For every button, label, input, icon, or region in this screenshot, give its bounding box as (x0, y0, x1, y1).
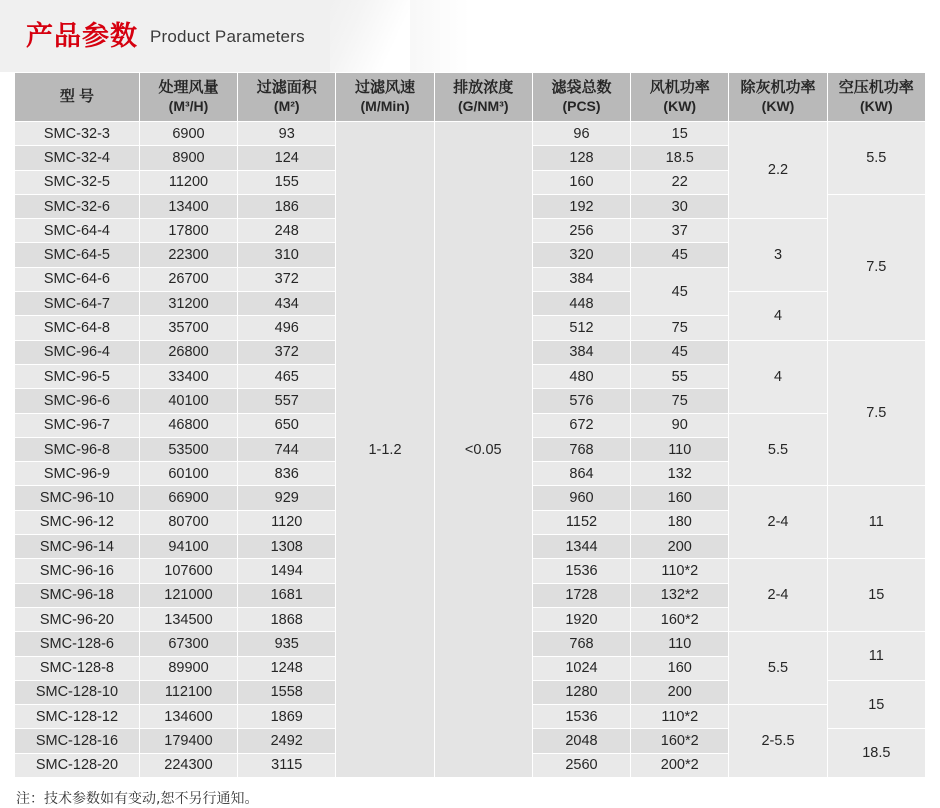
cell-model: SMC-32-4 (15, 146, 140, 170)
cell-ash-power: 4 (729, 292, 827, 341)
cell-filter-area: 650 (238, 413, 336, 437)
cell-filter-area: 935 (238, 632, 336, 656)
cell-compressor-power: 7.5 (827, 340, 925, 486)
cell-bag-count: 448 (532, 292, 630, 316)
cell-airflow: 6900 (139, 122, 237, 146)
col-header-fan-power: 风机功率 (KW) (631, 73, 729, 122)
cell-fan-power: 45 (631, 243, 729, 267)
cell-fan-power: 30 (631, 194, 729, 218)
cell-filter-area: 93 (238, 122, 336, 146)
cell-filter-area: 557 (238, 389, 336, 413)
cell-model: SMC-64-7 (15, 292, 140, 316)
cell-filter-area: 496 (238, 316, 336, 340)
cell-model: SMC-96-10 (15, 486, 140, 510)
footer-note: 注：技术参数如有变动,恕不另行通知。 (16, 791, 259, 808)
cell-model: SMC-128-20 (15, 753, 140, 777)
col-header-bag-count: 滤袋总数 (PCS) (532, 73, 630, 122)
cell-fan-power: 45 (631, 340, 729, 364)
cell-bag-count: 1536 (532, 559, 630, 583)
cell-fan-power: 160*2 (631, 729, 729, 753)
cell-airflow: 22300 (139, 243, 237, 267)
cell-ash-power: 4 (729, 340, 827, 413)
cell-filter-area: 465 (238, 364, 336, 388)
cell-filter-area: 186 (238, 194, 336, 218)
cell-ash-power: 5.5 (729, 413, 827, 486)
cell-bag-count: 1152 (532, 510, 630, 534)
cell-fan-power: 37 (631, 219, 729, 243)
cell-filter-area: 3115 (238, 753, 336, 777)
cell-filter-speed: 1-1.2 (336, 122, 434, 778)
cell-compressor-power: 18.5 (827, 729, 925, 778)
col-header-filter-area: 过滤面积 (M²) (238, 73, 336, 122)
cell-filter-area: 1681 (238, 583, 336, 607)
cell-filter-area: 744 (238, 437, 336, 461)
cell-fan-power: 22 (631, 170, 729, 194)
cell-filter-area: 836 (238, 462, 336, 486)
table-header-row (15, 73, 926, 122)
cell-ash-power: 5.5 (729, 632, 827, 705)
cell-filter-area: 155 (238, 170, 336, 194)
cell-compressor-power: 15 (827, 680, 925, 729)
cell-airflow: 26800 (139, 340, 237, 364)
col-header-compressor-power: 空压机功率 (KW) (827, 73, 925, 122)
cell-bag-count: 768 (532, 437, 630, 461)
cell-fan-power: 75 (631, 316, 729, 340)
cell-airflow: 17800 (139, 219, 237, 243)
cell-airflow: 112100 (139, 680, 237, 704)
cell-filter-area: 310 (238, 243, 336, 267)
cell-bag-count: 384 (532, 267, 630, 291)
cell-compressor-power: 11 (827, 632, 925, 681)
cell-filter-area: 248 (238, 219, 336, 243)
cell-ash-power: 2-4 (729, 486, 827, 559)
cell-filter-area: 1494 (238, 559, 336, 583)
cell-model: SMC-128-6 (15, 632, 140, 656)
cell-bag-count: 1728 (532, 583, 630, 607)
cell-bag-count: 192 (532, 194, 630, 218)
cell-model: SMC-128-10 (15, 680, 140, 704)
cell-airflow: 13400 (139, 194, 237, 218)
cell-airflow: 179400 (139, 729, 237, 753)
cell-ash-power: 2-5.5 (729, 705, 827, 778)
cell-filter-area: 372 (238, 267, 336, 291)
cell-airflow: 46800 (139, 413, 237, 437)
col-header-model: 型 号 (15, 73, 140, 122)
cell-filter-area: 372 (238, 340, 336, 364)
cell-airflow: 121000 (139, 583, 237, 607)
cell-ash-power: 2.2 (729, 122, 827, 219)
cell-bag-count: 256 (532, 219, 630, 243)
cell-compressor-power: 7.5 (827, 194, 925, 340)
cell-bag-count: 480 (532, 364, 630, 388)
cell-airflow: 94100 (139, 535, 237, 559)
cell-filter-area: 1248 (238, 656, 336, 680)
cell-model: SMC-96-6 (15, 389, 140, 413)
cell-airflow: 8900 (139, 146, 237, 170)
cell-airflow: 224300 (139, 753, 237, 777)
cell-fan-power: 180 (631, 510, 729, 534)
cell-airflow: 31200 (139, 292, 237, 316)
cell-fan-power: 200 (631, 535, 729, 559)
cell-ash-power: 2-4 (729, 559, 827, 632)
cell-compressor-power: 11 (827, 486, 925, 559)
cell-fan-power: 200*2 (631, 753, 729, 777)
cell-airflow: 89900 (139, 656, 237, 680)
spec-table-wrap (0, 72, 940, 778)
header-banner (0, 0, 940, 72)
cell-model: SMC-64-5 (15, 243, 140, 267)
spec-table (14, 72, 926, 778)
cell-model: SMC-128-8 (15, 656, 140, 680)
cell-bag-count: 2560 (532, 753, 630, 777)
cell-model: SMC-128-16 (15, 729, 140, 753)
cell-model: SMC-96-9 (15, 462, 140, 486)
cell-airflow: 11200 (139, 170, 237, 194)
cell-filter-area: 2492 (238, 729, 336, 753)
cell-fan-power: 18.5 (631, 146, 729, 170)
cell-model: SMC-32-3 (15, 122, 140, 146)
cell-bag-count: 1024 (532, 656, 630, 680)
cell-ash-power: 3 (729, 219, 827, 292)
cell-fan-power: 75 (631, 389, 729, 413)
cell-fan-power: 45 (631, 267, 729, 316)
cell-fan-power: 15 (631, 122, 729, 146)
cell-bag-count: 768 (532, 632, 630, 656)
cell-bag-count: 160 (532, 170, 630, 194)
cell-filter-area: 434 (238, 292, 336, 316)
cell-bag-count: 672 (532, 413, 630, 437)
cell-fan-power: 160 (631, 656, 729, 680)
cell-bag-count: 128 (532, 146, 630, 170)
cell-filter-area: 1869 (238, 705, 336, 729)
cell-model: SMC-96-18 (15, 583, 140, 607)
col-header-ash-power: 除灰机功率 (KW) (729, 73, 827, 122)
cell-fan-power: 132*2 (631, 583, 729, 607)
col-header-airflow: 处理风量 (M³/H) (139, 73, 237, 122)
cell-model: SMC-96-20 (15, 607, 140, 631)
cell-emission: <0.05 (434, 122, 532, 778)
cell-model: SMC-96-14 (15, 535, 140, 559)
cell-model: SMC-64-6 (15, 267, 140, 291)
cell-fan-power: 132 (631, 462, 729, 486)
col-header-emission: 排放浓度 (G/NM³) (434, 73, 532, 122)
cell-model: SMC-32-5 (15, 170, 140, 194)
table-header (15, 73, 926, 122)
cell-fan-power: 160*2 (631, 607, 729, 631)
cell-model: SMC-96-12 (15, 510, 140, 534)
cell-model: SMC-96-5 (15, 364, 140, 388)
cell-model: SMC-96-7 (15, 413, 140, 437)
cell-filter-area: 1868 (238, 607, 336, 631)
cell-airflow: 26700 (139, 267, 237, 291)
cell-airflow: 35700 (139, 316, 237, 340)
cell-fan-power: 110*2 (631, 559, 729, 583)
cell-compressor-power: 15 (827, 559, 925, 632)
table-body (15, 122, 926, 778)
cell-model: SMC-128-12 (15, 705, 140, 729)
cell-fan-power: 90 (631, 413, 729, 437)
cell-bag-count: 96 (532, 122, 630, 146)
cell-airflow: 80700 (139, 510, 237, 534)
cell-fan-power: 110 (631, 437, 729, 461)
cell-model: SMC-64-8 (15, 316, 140, 340)
page-title-en: Product Parameters (150, 26, 305, 46)
cell-model: SMC-96-8 (15, 437, 140, 461)
cell-airflow: 53500 (139, 437, 237, 461)
cell-bag-count: 1536 (532, 705, 630, 729)
cell-bag-count: 864 (532, 462, 630, 486)
cell-model: SMC-32-6 (15, 194, 140, 218)
cell-model: SMC-64-4 (15, 219, 140, 243)
cell-airflow: 60100 (139, 462, 237, 486)
cell-bag-count: 2048 (532, 729, 630, 753)
col-header-filter-speed: 过滤风速 (M/Min) (336, 73, 434, 122)
cell-fan-power: 160 (631, 486, 729, 510)
cell-airflow: 134500 (139, 607, 237, 631)
cell-filter-area: 1120 (238, 510, 336, 534)
cell-bag-count: 320 (532, 243, 630, 267)
cell-filter-area: 124 (238, 146, 336, 170)
cell-model: SMC-96-16 (15, 559, 140, 583)
cell-bag-count: 1344 (532, 535, 630, 559)
cell-fan-power: 200 (631, 680, 729, 704)
cell-fan-power: 110*2 (631, 705, 729, 729)
cell-airflow: 107600 (139, 559, 237, 583)
cell-bag-count: 384 (532, 340, 630, 364)
cell-airflow: 33400 (139, 364, 237, 388)
cell-filter-area: 929 (238, 486, 336, 510)
cell-bag-count: 1920 (532, 607, 630, 631)
cell-airflow: 134600 (139, 705, 237, 729)
cell-bag-count: 512 (532, 316, 630, 340)
cell-filter-area: 1558 (238, 680, 336, 704)
cell-airflow: 66900 (139, 486, 237, 510)
cell-fan-power: 110 (631, 632, 729, 656)
cell-fan-power: 55 (631, 364, 729, 388)
cell-bag-count: 960 (532, 486, 630, 510)
table-row (15, 122, 926, 146)
cell-bag-count: 1280 (532, 680, 630, 704)
cell-bag-count: 576 (532, 389, 630, 413)
page-title-cn: 产品参数 (26, 20, 138, 51)
cell-airflow: 67300 (139, 632, 237, 656)
cell-filter-area: 1308 (238, 535, 336, 559)
cell-compressor-power: 5.5 (827, 122, 925, 195)
cell-airflow: 40100 (139, 389, 237, 413)
cell-model: SMC-96-4 (15, 340, 140, 364)
